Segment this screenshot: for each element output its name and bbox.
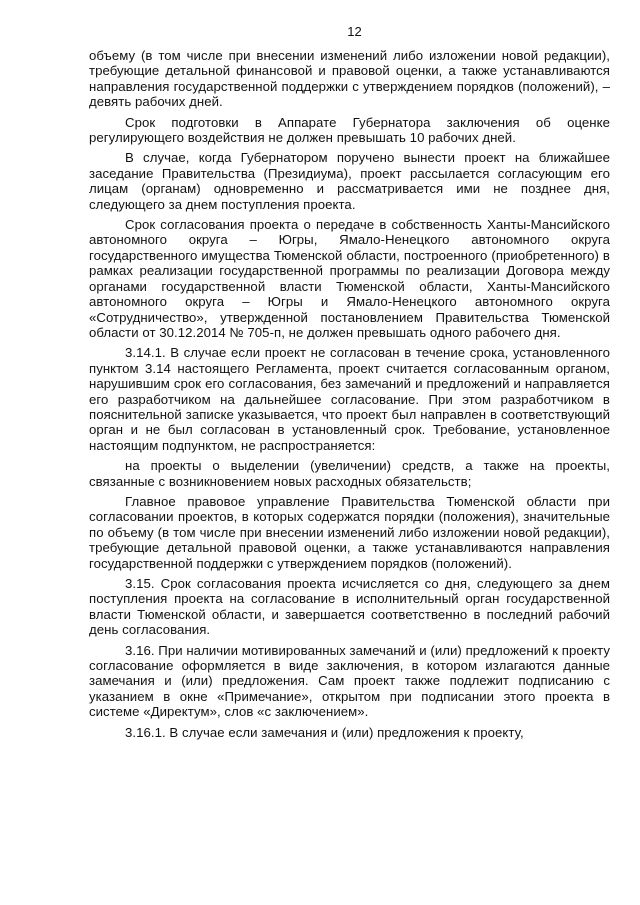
paragraph-3-16-1: 3.16.1. В случае если замечания и (или) предложения к проекту, [125,724,524,740]
paragraph-ria-deadline: Срок подготовки в Аппарате Губернатора заключения об оценке регулирующего воздействия не должен превышать 10 рабочих дней. [89,114,610,146]
paragraph-governor-instruction: В случае, когда Губернатором поручено вынести проект на ближайшее заседание Правительства (Президиума), проект рассылается согласующим его лицам (органам) одновременно и рассматривается ими не позднее дня, следующего за днем поступления проекта. [89,150,610,212]
paragraph-3-15: 3.15. Срок согласования проекта исчисляется со дня, следующего за днем поступления проекта на согласование в исполнительный орган государственной власти Тюменской области, и завершается соответственно в последний рабочий день согласования. [89,576,610,638]
paragraph-3-16: 3.16. При наличии мотивированных замечаний и (или) предложений к проекту согласование оформляется в виде заключения, в котором излагаются данные замечания и (или) предложения. Сам проект также подлежит подписанию с указанием в окне «Примечание», открытом при подписании этого проекта в системе «Директум», слов «с заключением». [89,642,610,720]
page-number: 12 [347,24,362,39]
paragraph-continuation: объему (в том числе при внесении изменений либо изложении новой редакции), требующие детальной финансовой и правовой оценки, а также устанавливаются направления государственной поддержки с утверждением порядков (положений), – девять рабочих дней. [89,48,610,110]
paragraph-funds-projects: на проекты о выделении (увеличении) средств, а также на проекты, связанные с возникновением новых расходных обязательств; [89,458,610,489]
paragraph-3-14-1: 3.14.1. В случае если проект не согласован в течение срока, установленного пунктом 3.14 настоящего Регламента, проект считается согласованным органом, нарушившим срок его согласования, без замечаний и предложений и направляется его разработчиком на дальнейшее согласование. При этом разработчиком в пояснительной записке указывается, что проект был направлен в соответствующий орган и не был согласован в установленный срок. Требование, установленное настоящим подпунктом, не распространяется: [89,345,610,453]
paragraph-property-transfer: Срок согласования проекта о передаче в собственность Ханты-Мансийского автономного округа – Югры, Ямало-Ненецкого автономного округа государственного имущества Тюменской области, построенного (приобретенного) в рамках реализации государственной программы по реализации Договора между органами государственной власти Тюменской области, Ханты-Мансийского автономного округа – Югры и Ямало-Ненецкого автономного округа «Сотрудничество», утвержденной постановлением Правительства Тюменской области от 30.12.2014 № 705-п, не должен превышать одного рабочего дня. [89,217,610,340]
paragraph-legal-department: Главное правовое управление Правительства Тюменской области при согласовании проектов, в которых содержатся порядки (положения), значительные по объему (в том числе при внесении изменений либо изложении новой редакции), требующие детальной правовой оценки, а также устанавливаются направления государственной поддержки с утверждением порядков (положений). [89,493,610,571]
